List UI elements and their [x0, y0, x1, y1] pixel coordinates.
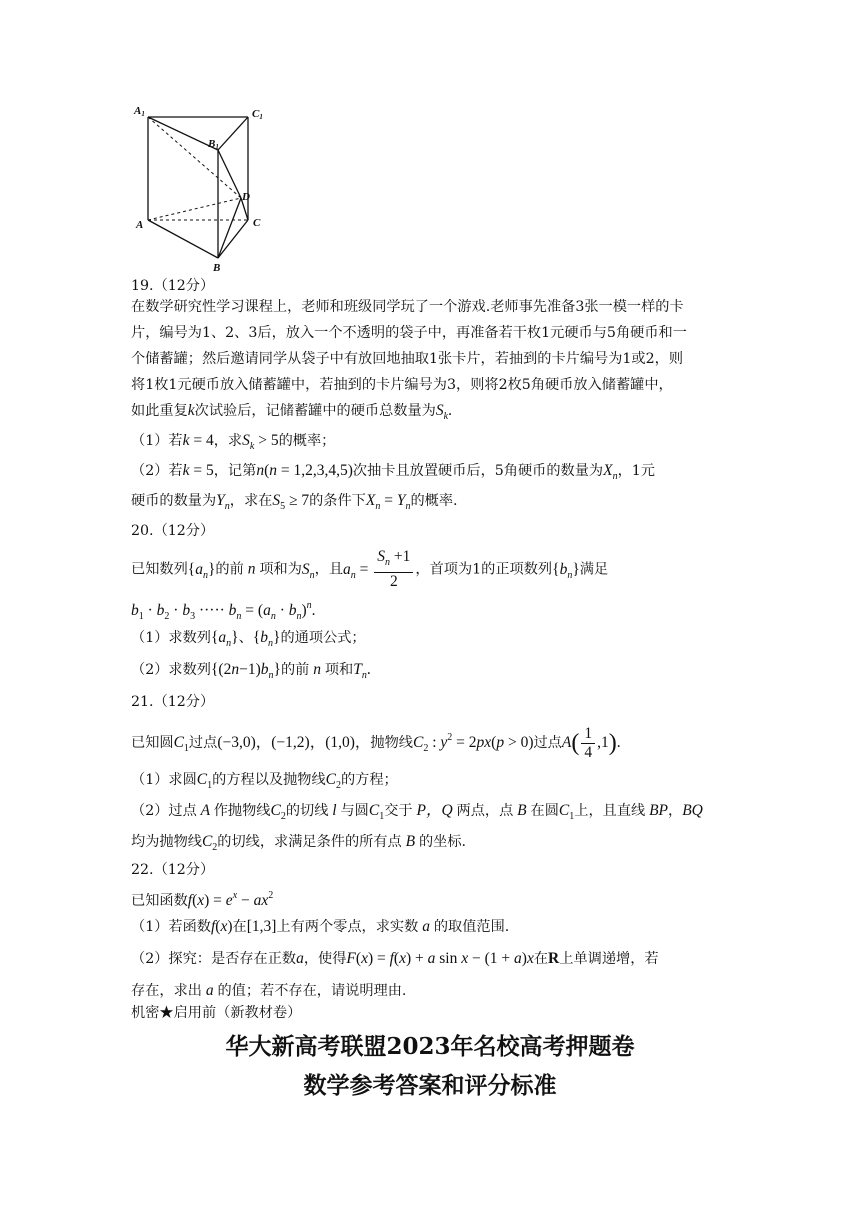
q22-number: 22.（12分） [131, 862, 215, 878]
q19-text-line1: 在数学研究性学习课程上，老师和班级同学玩了一个游戏.老师事先准备3张一模一样的卡 [131, 299, 684, 315]
q22-subq2: （2）探究：是否存在正数a，使得F(x) = f(x) + a sin x − (1 + a)x在R上单调递增，若 [131, 950, 659, 967]
q22-text-line1: 已知函数$f(x) = e^x - ax^2$ [131, 890, 274, 909]
q20-number: 20.（12分） [131, 523, 215, 539]
q19-subq1: （1）若k = 4，求$S_k > 5$的概率； [131, 432, 336, 452]
edge-b1-c1 [218, 117, 248, 150]
q22-subq2-cont: 存在，求出 a 的值；若不存在，请说明理由. [131, 982, 407, 999]
q20-text-line1: 已知数列$\{a_n\}$的前 n 项和为$S_n$，且$a_n$ = $\frac{S_n +1}{2}$ ，首项为1的正项数列$\{b_n\}$满足 [131, 548, 609, 590]
secret-note: 机密★启用前（新教材卷） [131, 1005, 302, 1021]
edge-a-b [148, 220, 218, 258]
edge-b1-d [218, 150, 241, 198]
q22-subq1: （1）若函数f(x)在[1,3]上有两个零点，求实数 a 的取值范围. [131, 918, 510, 935]
q19-text-line3: 个储蓄罐；然后邀请同学从袋子中有放回地抽取1张卡片，若抽到的卡片编号为1或2，则 [131, 351, 684, 367]
dash-a1-d [148, 117, 241, 198]
q20-subq2: （2）求数列$\{(2n-1)b_n\}$的前 n 项和$T_n$. [131, 661, 371, 681]
q19-text-line4: 将1枚1元硬币放入储蓄罐中，若抽到的卡片编号为3，则将2枚5角硬币放入储蓄罐中， [131, 377, 673, 393]
label-c1: C1 [252, 108, 263, 121]
q19-text-line5: 如此重复k次试验后，记储蓄罐中的硬币总数量为$S_k$. [131, 402, 452, 422]
edge-b-c [218, 220, 248, 258]
q20-formula: $b_1 \cdot b_2 \cdot b_3$ ····· $b_n = (a_n \cdot b_n)^n$. [131, 600, 316, 622]
q19-subq2-cont: 硬币的数量为$Y_n$，求在$S_5 \ge 7$的条件下$X_n = Y_n$的概率. [131, 492, 458, 512]
label-c: C [253, 217, 261, 229]
prism-figure [128, 100, 278, 275]
q21-subq1: （1）求圆$C_1$的方程以及抛物线$C_2$的方程； [131, 771, 398, 791]
answer-subtitle: 数学参考答案和评分标准 [303, 1072, 557, 1099]
answer-title: 华大新高考联盟2023年名校高考押题卷 [225, 1033, 635, 1060]
label-a: A [136, 219, 144, 231]
q19-text-line2: 片，编号为1、2、3后，放入一个不透明的袋子中，再准备若干枚1元硬币与5角硬币和一 [131, 325, 687, 341]
label-b1: B1 [208, 138, 219, 151]
q19-subq2: （2）若k = 5，记第n(n = 1,2,3,4,5)次抽卡且放置硬币后，5角硬币的数量为$X_n$，1元 [131, 462, 655, 482]
q20-subq1: （1）求数列$\{a_n\}$、$\{b_n\}$的通项公式； [131, 629, 366, 649]
q19-number: 19.（12分） [131, 278, 215, 294]
q21-number: 21.（12分） [131, 694, 215, 710]
dash-a-d [148, 198, 241, 220]
edge-b-d [218, 198, 241, 258]
label-d: D [242, 191, 250, 203]
label-a1: A1 [134, 105, 145, 118]
label-b: B [213, 262, 221, 274]
q21-subq2-cont: 均为抛物线$C_2$的切线，求满足条件的所有点 B 的坐标. [131, 833, 467, 853]
q21-subq2: （2）过点 A 作抛物线$C_2$的切线 l 与圆$C_1$交于 P，Q 两点，点 B 在圆$C_1$上，且直线 BP，BQ [131, 802, 703, 822]
q21-text-line1: 已知圆$C_1$过点(−3,0)，(−1,2)，(1,0)，抛物线$C_2$ : $y^2 = 2px(p > 0)$过点A( $\frac{1}{4}$ ,1). [131, 724, 621, 761]
